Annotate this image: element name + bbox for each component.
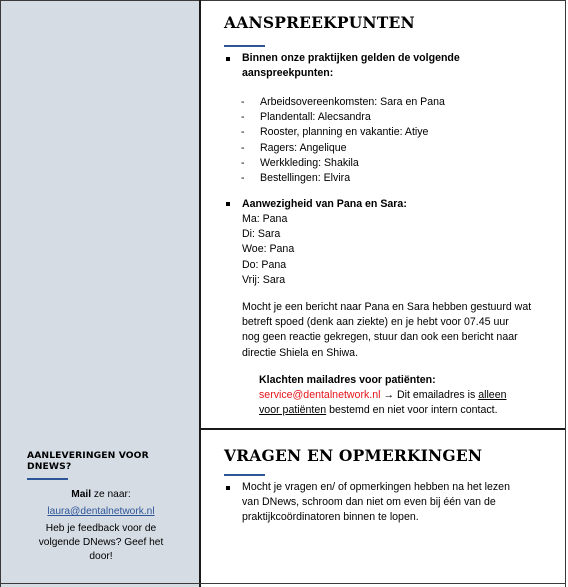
sidebar-email-link[interactable]: laura@dentalnetwork.nl bbox=[47, 506, 155, 517]
complaints-heading: Klachten mailadres voor patiënten: bbox=[259, 374, 436, 386]
bullet-icon bbox=[226, 57, 230, 61]
list-item: Ma: Pana bbox=[242, 213, 288, 225]
list-item: - Werkkleding: Shakila bbox=[241, 156, 359, 169]
mail-instruction bbox=[27, 488, 175, 502]
contacts-list bbox=[241, 95, 445, 186]
heading-underline bbox=[224, 45, 265, 47]
feedback-line3: door! bbox=[89, 551, 113, 562]
list-item: Woe: Pana bbox=[242, 243, 295, 256]
feedback-line1: Heb je feedback voor de bbox=[45, 523, 157, 534]
list-item: - Plandentall: Alecsandra bbox=[241, 111, 371, 124]
presence-list bbox=[242, 212, 294, 288]
bullet-icon bbox=[226, 486, 230, 490]
list-item: - Rooster, planning en vakantie: Atiye bbox=[241, 126, 429, 139]
right-border bbox=[565, 0, 566, 587]
sidebar-title-line1: AANLEVERINGEN VOOR bbox=[27, 450, 149, 461]
sidebar-title-line2: DNEWS? bbox=[27, 461, 72, 472]
list-item: - Ragers: Angelique bbox=[241, 141, 347, 154]
sidebar-title-underline bbox=[27, 478, 68, 480]
section-divider bbox=[201, 428, 565, 430]
questions-text: Mocht je vragen en/ of opmerkingen hebben na het lezen van DNews, schroom dan niet om even bij één van de praktijkcoördinatoren binnen te lopen. bbox=[242, 481, 510, 524]
sidebar-title bbox=[27, 450, 149, 472]
urgent-note: Mocht je een bericht naar Pana en Sara hebben gestuurd wat betreft spoed (denk aan ziekte) en je hebt voor 07.45 uur nog geen reactie gekregen, stuur dan ook een bericht naar directie Shiela en Shiwa. bbox=[242, 301, 532, 359]
top-border bbox=[201, 0, 566, 1]
mail-suffix: ze naar: bbox=[91, 489, 131, 500]
contacts-intro bbox=[242, 51, 460, 80]
bottom-border bbox=[0, 583, 566, 584]
sidebar-email-row bbox=[27, 505, 175, 519]
complaints-email-link[interactable]: service@dentalnetwork.nl bbox=[259, 389, 381, 401]
contacts-intro-line2: aanspreekpunten: bbox=[242, 66, 334, 79]
section-heading-contacts: AANSPREEKPUNTEN bbox=[224, 13, 415, 32]
column-divider bbox=[199, 0, 201, 587]
list-item: Vrij: Sara bbox=[242, 273, 286, 286]
feedback-line2: volgende DNews? Geef het bbox=[38, 537, 164, 548]
complaints-info: service@dentalnetwork.nl → Dit emailadres is alleen voor patiënten bestemd en niet voor intern contact. bbox=[259, 389, 507, 416]
list-item: - Bestellingen: Elvira bbox=[241, 172, 351, 185]
arrow-icon: → bbox=[383, 389, 395, 401]
heading-underline bbox=[224, 474, 265, 476]
sidebar bbox=[0, 0, 199, 587]
feedback-text bbox=[27, 522, 175, 564]
section-heading-questions: VRAGEN EN OPMERKINGEN bbox=[224, 446, 483, 465]
list-item: - Arbeidsovereenkomsten: Sara en Pana bbox=[241, 96, 445, 108]
mail-label: Mail bbox=[71, 489, 92, 500]
list-item: Do: Pana bbox=[242, 258, 287, 271]
presence-heading: Aanwezigheid van Pana en Sara: bbox=[242, 198, 407, 210]
contacts-intro-line1: Binnen onze praktijken gelden de volgende bbox=[242, 52, 460, 64]
bullet-icon bbox=[226, 202, 230, 206]
list-item: Di: Sara bbox=[242, 228, 281, 241]
